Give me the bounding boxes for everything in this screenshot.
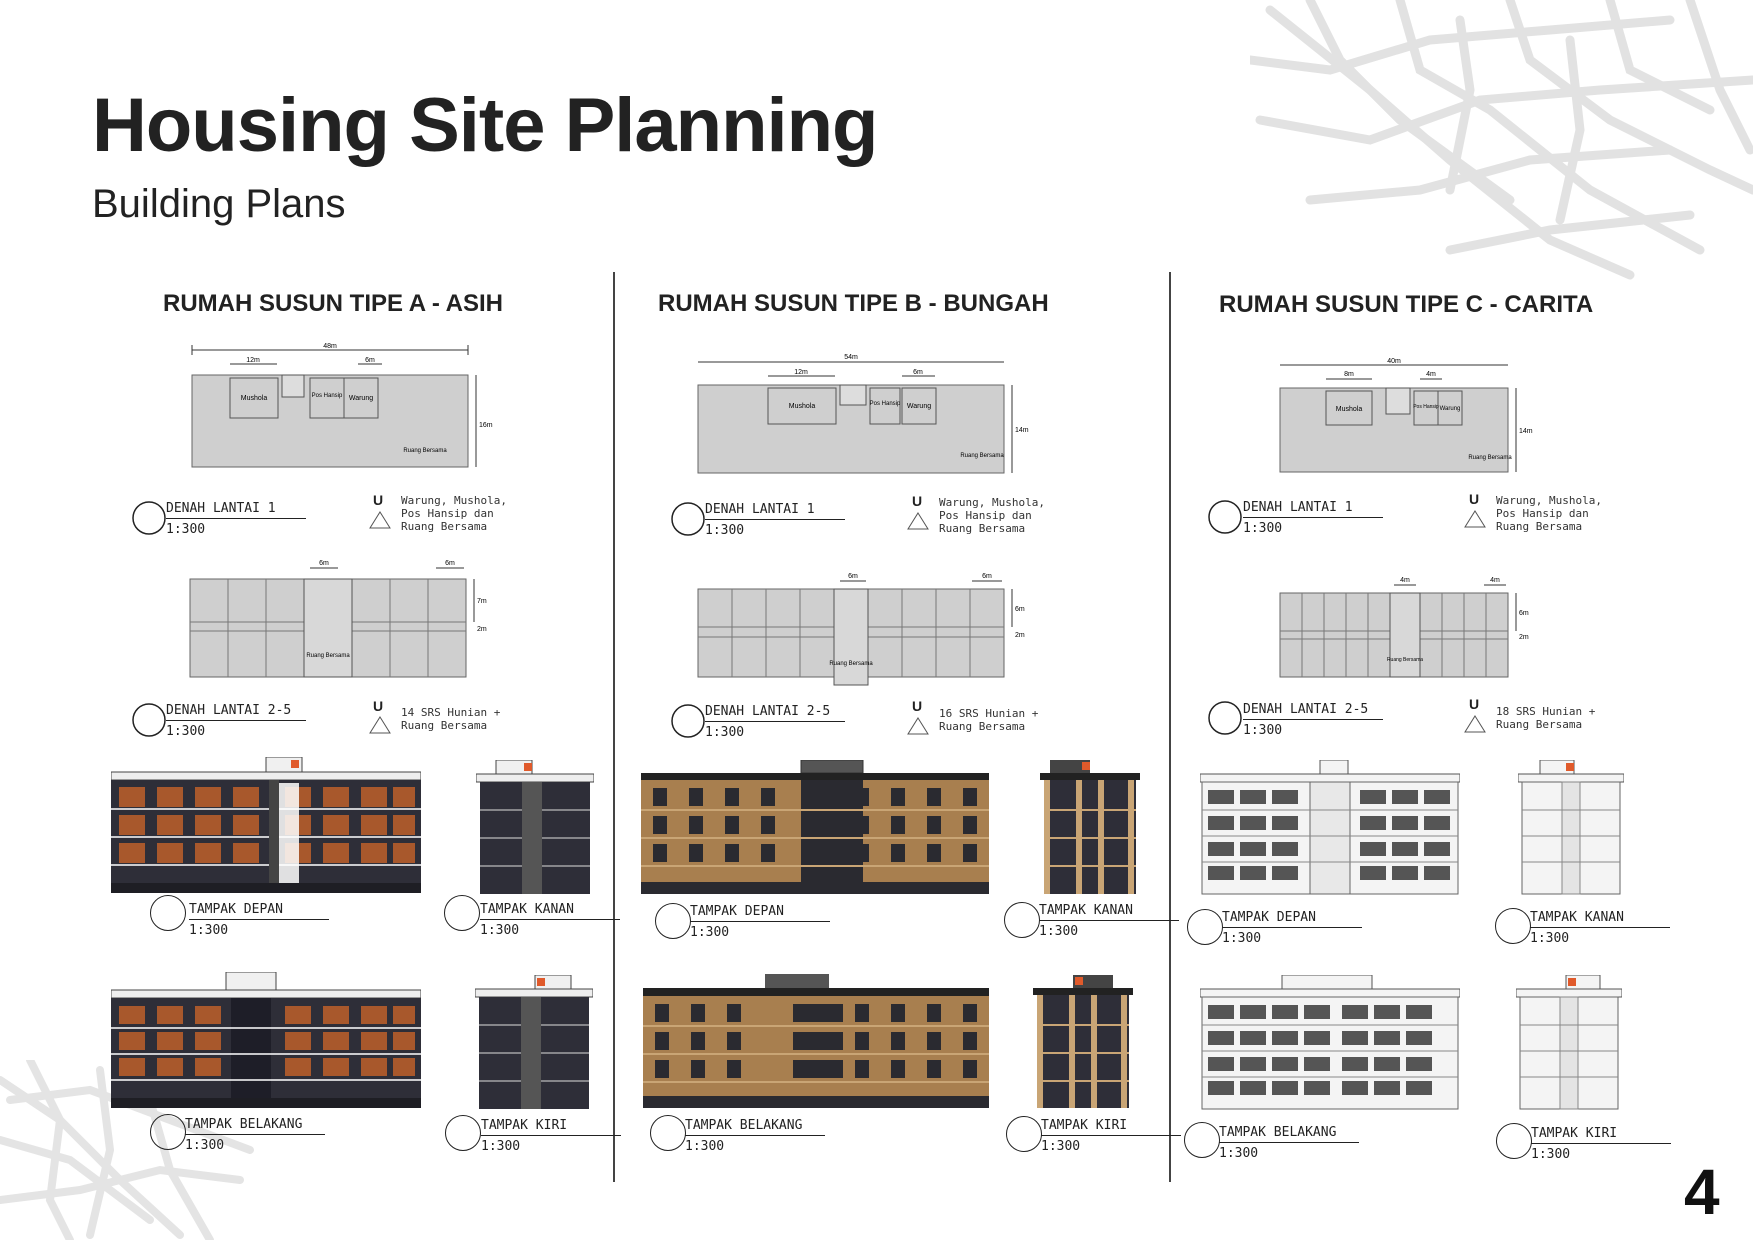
north-arrow-icon <box>1463 509 1487 529</box>
room-ruang-bersama: Ruang Bersama <box>1386 657 1424 663</box>
elevation-a-front <box>111 757 421 895</box>
dim-small: 4m <box>1426 371 1436 378</box>
elevation-marker <box>1006 1116 1042 1152</box>
dim-depth: 14m <box>1015 427 1029 434</box>
room-warung: Warung <box>348 395 374 402</box>
column-title-b: RUMAH SUSUN TIPE B - BUNGAH <box>658 290 1049 317</box>
floor-plan-c-level-2-5 <box>1270 571 1570 689</box>
elev-label-b-right: TAMPAK KANAN 1:300 <box>1039 903 1179 939</box>
plan-label-a-1: DENAH LANTAI 1 1:300 <box>166 501 306 537</box>
dim-depth: 6m <box>1519 610 1529 617</box>
map-texture-top-right <box>1250 0 1753 280</box>
elevation-c-right <box>1518 760 1624 896</box>
dim-corridor: 2m <box>1015 632 1025 639</box>
elevation-b-right <box>1040 760 1140 896</box>
floor-plan-b-level-1 <box>680 350 1080 480</box>
elevation-marker <box>1184 1122 1220 1158</box>
room-mushola: Mushola <box>1335 406 1363 413</box>
dim-width: 40m <box>1387 358 1401 365</box>
dim-unit-end: 4m <box>1490 577 1500 584</box>
north-arrow-icon <box>368 715 392 735</box>
compass-a-2 <box>131 702 167 738</box>
plan-label-a-2: DENAH LANTAI 2-5 1:300 <box>166 703 306 739</box>
plan-label-c-1: DENAH LANTAI 1 1:300 <box>1243 500 1383 536</box>
elev-label-a-left: TAMPAK KIRI 1:300 <box>481 1118 621 1154</box>
plan-label-b-2: DENAH LANTAI 2-5 1:300 <box>705 704 845 740</box>
compass-b-2 <box>670 703 706 739</box>
dim-unit: 4m <box>1400 577 1410 584</box>
elevation-b-back <box>643 974 989 1110</box>
north-arrow-icon <box>906 511 930 531</box>
dim-width: 48m <box>323 343 337 350</box>
room-pos-hansip: Pos Hansip <box>1413 404 1439 410</box>
plan-note-a-2: 14 SRS Hunian + Ruang Bersama <box>401 706 501 733</box>
elevation-marker <box>655 903 691 939</box>
plan-note-a-1: Warung, Mushola, Pos Hansip dan Ruang Bersama <box>401 494 507 534</box>
column-title-a: RUMAH SUSUN TIPE A - ASIH <box>163 290 504 317</box>
room-mushola: Mushola <box>240 395 268 402</box>
dim-room: 8m <box>1344 371 1354 378</box>
dim-room: 12m <box>794 369 808 376</box>
north-arrow-icon <box>1463 714 1487 734</box>
dim-room: 12m <box>246 357 260 364</box>
plan-note-c-2: 18 SRS Hunian + Ruang Bersama <box>1496 705 1596 732</box>
page-subtitle: Building Plans <box>92 182 346 226</box>
north-arrow-icon <box>906 716 930 736</box>
room-ruang-bersama: Ruang Bersama <box>829 661 873 667</box>
elev-label-a-right: TAMPAK KANAN 1:300 <box>480 902 620 938</box>
column-divider-2 <box>1169 272 1171 1182</box>
dim-width: 54m <box>844 354 858 361</box>
room-ruang-bersama: Ruang Bersama <box>306 653 350 659</box>
elevation-marker <box>1004 902 1040 938</box>
compass-c-2 <box>1207 700 1243 736</box>
elevation-marker <box>150 895 186 931</box>
room-ruang-bersama: Ruang Bersama <box>1468 455 1512 461</box>
north-arrow-icon <box>368 510 392 530</box>
elev-label-a-back: TAMPAK BELAKANG 1:300 <box>185 1117 325 1153</box>
north-arrow: U <box>912 698 923 714</box>
north-arrow: U <box>912 493 923 509</box>
elev-label-c-left: TAMPAK KIRI 1:300 <box>1531 1126 1671 1162</box>
elev-label-b-back: TAMPAK BELAKANG 1:300 <box>685 1118 825 1154</box>
dim-unit-end: 6m <box>445 560 455 567</box>
room-ruang-bersama: Ruang Bersama <box>960 453 1004 459</box>
elevation-marker <box>1496 1123 1532 1159</box>
dim-unit: 6m <box>848 573 858 580</box>
elevation-c-left <box>1516 975 1622 1111</box>
room-warung: Warung <box>906 403 932 410</box>
elevation-marker <box>150 1114 186 1150</box>
compass-c-1 <box>1207 499 1243 535</box>
elevation-marker <box>1187 909 1223 945</box>
column-divider-1 <box>613 272 615 1182</box>
column-title-c: RUMAH SUSUN TIPE C - CARITA <box>1219 291 1594 318</box>
elevation-marker <box>650 1115 686 1151</box>
plan-note-c-1: Warung, Mushola, Pos Hansip dan Ruang Bersama <box>1496 494 1602 534</box>
plan-note-b-2: 16 SRS Hunian + Ruang Bersama <box>939 707 1039 734</box>
elevation-marker <box>444 895 480 931</box>
floor-plan-c-level-1 <box>1270 355 1570 480</box>
room-pos-hansip: Pos Hansip <box>311 393 343 399</box>
dim-small: 6m <box>365 357 375 364</box>
elevation-a-back <box>111 972 421 1110</box>
elevation-marker <box>1495 908 1531 944</box>
elevation-c-front <box>1200 760 1460 896</box>
dim-depth: 7m <box>477 598 487 605</box>
room-mushola: Mushola <box>788 403 816 410</box>
plan-label-b-1: DENAH LANTAI 1 1:300 <box>705 502 845 538</box>
elev-label-a-front: TAMPAK DEPAN 1:300 <box>189 902 329 938</box>
elevation-c-back <box>1200 975 1460 1111</box>
dim-unit-end: 6m <box>982 573 992 580</box>
elevation-b-front <box>641 760 989 896</box>
dim-depth: 6m <box>1015 606 1025 613</box>
north-arrow: U <box>373 492 384 508</box>
room-warung: Warung <box>1439 406 1461 412</box>
compass-b-1 <box>670 501 706 537</box>
elevation-a-left <box>475 975 593 1110</box>
floor-plan-a-level-1 <box>170 342 530 482</box>
compass-a-1 <box>131 500 167 536</box>
room-pos-hansip: Pos Hansip <box>869 401 901 407</box>
plan-note-b-1: Warung, Mushola, Pos Hansip dan Ruang Bersama <box>939 496 1045 536</box>
elevation-a-right <box>476 760 594 895</box>
north-arrow: U <box>1469 491 1480 507</box>
north-arrow: U <box>373 698 384 714</box>
north-arrow: U <box>1469 696 1480 712</box>
page-number: 4 <box>1684 1156 1720 1228</box>
plan-label-c-2: DENAH LANTAI 2-5 1:300 <box>1243 702 1383 738</box>
room-ruang-bersama: Ruang Bersama <box>403 448 447 454</box>
elev-label-c-right: TAMPAK KANAN 1:300 <box>1530 910 1670 946</box>
dim-depth: 16m <box>479 422 493 429</box>
dim-unit: 6m <box>319 560 329 567</box>
elev-label-b-left: TAMPAK KIRI 1:300 <box>1041 1118 1181 1154</box>
dim-small: 6m <box>913 369 923 376</box>
elevation-marker <box>445 1115 481 1151</box>
dim-corridor: 2m <box>477 626 487 633</box>
elev-label-c-front: TAMPAK DEPAN 1:300 <box>1222 910 1362 946</box>
elev-label-c-back: TAMPAK BELAKANG 1:300 <box>1219 1125 1359 1161</box>
elev-label-b-front: TAMPAK DEPAN 1:300 <box>690 904 830 940</box>
page-title: Housing Site Planning <box>92 83 878 168</box>
floor-plan-b-level-2-5 <box>680 567 1080 689</box>
dim-corridor: 2m <box>1519 634 1529 641</box>
dim-depth: 14m <box>1519 428 1533 435</box>
floor-plan-a-level-2-5 <box>170 553 530 688</box>
elevation-b-left <box>1033 975 1133 1110</box>
